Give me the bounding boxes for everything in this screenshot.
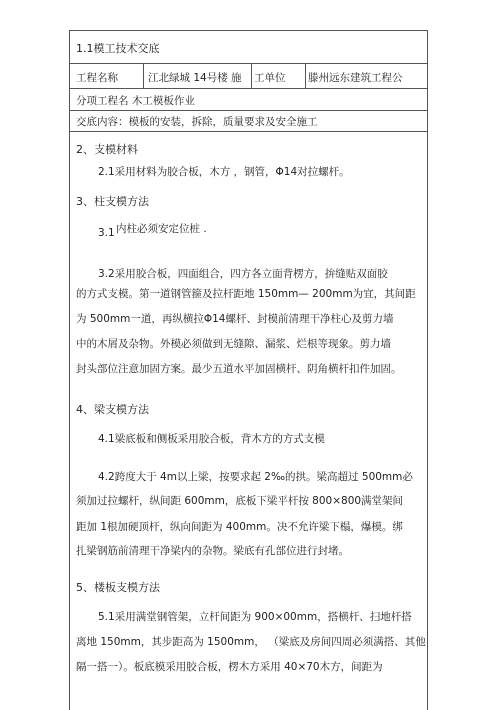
- section-4-title: 4、梁支模方法: [76, 403, 149, 416]
- section-3-1-text: 内柱必须安定位桩 .: [116, 223, 207, 235]
- section-4-2-line: 须加过拉螺杆，纵间距 600mm，底板下梁平杆按 800×800满堂架间: [76, 495, 404, 507]
- subitem-row: [70, 89, 427, 111]
- section-3-2-line: 的方式支模。第一道钢管箍及拉杆距地 150mm— 200mm为宜，其间距: [76, 288, 416, 300]
- section-3-2-line: 中的木屑及杂物。外模必须做到无缝隙、漏浆、烂根等现象。剪力墙: [76, 338, 391, 350]
- section-4-2-line: 4.2跨度大于 4m以上梁，按要求起 2‰的拱。梁高超过 500mm必: [98, 471, 413, 483]
- project-name-label: 工程名称: [76, 72, 118, 84]
- content-row: [70, 111, 427, 132]
- section-3-2-line: 为 500mm一道，再纵横拉Φ14螺杆、封模前清理干净柱心及剪力墙: [76, 313, 394, 325]
- construction-unit-label: 工单位: [254, 72, 286, 84]
- title-row: [70, 31, 427, 64]
- section-4-1-text: 4.1梁底板和侧板采用胶合板，背木方的方式支模: [98, 433, 325, 445]
- project-row: [70, 64, 427, 89]
- document-table: [69, 30, 428, 710]
- section-3-2-line: 3.2采用胶合板，四面组合，四方各立面背楞方，拚缝贴双面胶: [98, 268, 388, 280]
- section-5-1-line: 隔一搭一）。板底模采用胶合板，楞木方采用 40×70木方，间距为: [76, 661, 383, 673]
- column-divider: [143, 64, 144, 88]
- section-2-title: 2、支模材料: [76, 143, 138, 156]
- column-divider: [251, 64, 252, 88]
- section-5-1-line: 5.1采用满堂钢管架，立杆间距为 900×00mm，搭横杆、扫地杆搭: [98, 611, 412, 623]
- section-3-2-line: 封头部位注意加固方案。最少五道水平加固横杆、阴角横杆扣件加固。: [76, 363, 402, 375]
- subitem-text: 分项工程名 木工模板作业: [76, 95, 195, 107]
- construction-unit-value: 滕州远东建筑工程公: [308, 72, 403, 84]
- document-title: 1.1模工技术交底: [76, 42, 160, 55]
- section-5-1-line: 离地 150mm，其步距高为 1500mm， （梁底及房间四周必须满搭、其他: [76, 636, 426, 648]
- project-name-value: 江北绿城 14号楼 施: [148, 72, 242, 84]
- section-4-2-line: 扎梁钢筋前清理干净梁内的杂物。梁底有孔部位进行封堵。: [76, 545, 349, 557]
- section-3-1-number: 3.1: [98, 227, 115, 239]
- section-5-title: 5、楼板支模方法: [76, 581, 160, 594]
- section-4-2-line: 距加 1根加硬顶杆，纵向间距为 400mm。决不允许梁下榻，爆模。绑: [76, 521, 403, 533]
- content-text: 交底内容：模板的安装，拆除，质量要求及安全施工: [76, 116, 318, 128]
- section-2-paragraph: 2.1采用材料为胶合板，木方 ，钢管，Φ14对拉螺杆。: [98, 166, 350, 178]
- section-3-title: 3、柱支模方法: [76, 195, 149, 208]
- column-divider: [305, 64, 306, 88]
